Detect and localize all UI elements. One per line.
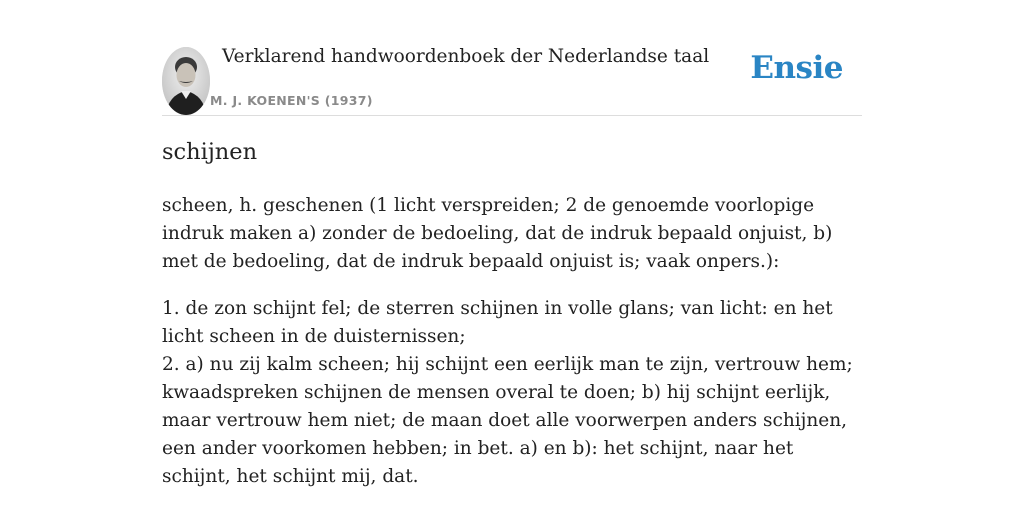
definition-sense-2: 2. a) nu zij kalm scheen; hij schijnt een eerlijk man te zijn, vertrouw hem; kwaadspreken schijnen de mensen overal te doen; b) hij schijnt eerlijk, maar vertrouw hem niet; de maan doet alle voorwerpen anders schijnen, een ander voorkomen hebben; in bet. a) en b): het schijnt, naar het schijnt, het schijnt mij, dat. <box>162 354 853 487</box>
book-title: Verklarend handwoordenboek der Nederlandse taal <box>222 46 710 67</box>
definition-intro: scheen, h. geschenen (1 licht verspreiden; 2 de genoemde voorlopige indruk maken a) zonder de bedoeling, dat de indruk bepaald onjuist, b) met de bedoeling, dat de indruk bepaald onjuist is; vaak onpers.): <box>162 195 833 272</box>
page <box>162 0 862 512</box>
author-portrait <box>162 47 210 115</box>
entry-definition <box>162 192 862 491</box>
author-label: M. J. KOENEN'S (1937) <box>210 93 373 108</box>
entry-headword: schijnen <box>162 139 258 165</box>
ensie-logo-link[interactable]: Ensie <box>750 50 843 86</box>
definition-sense-1: 1. de zon schijnt fel; de sterren schijnen in volle glans; van licht: en het licht scheen in de duisternissen; <box>162 298 833 347</box>
header <box>162 0 862 116</box>
portrait-image <box>162 47 210 115</box>
